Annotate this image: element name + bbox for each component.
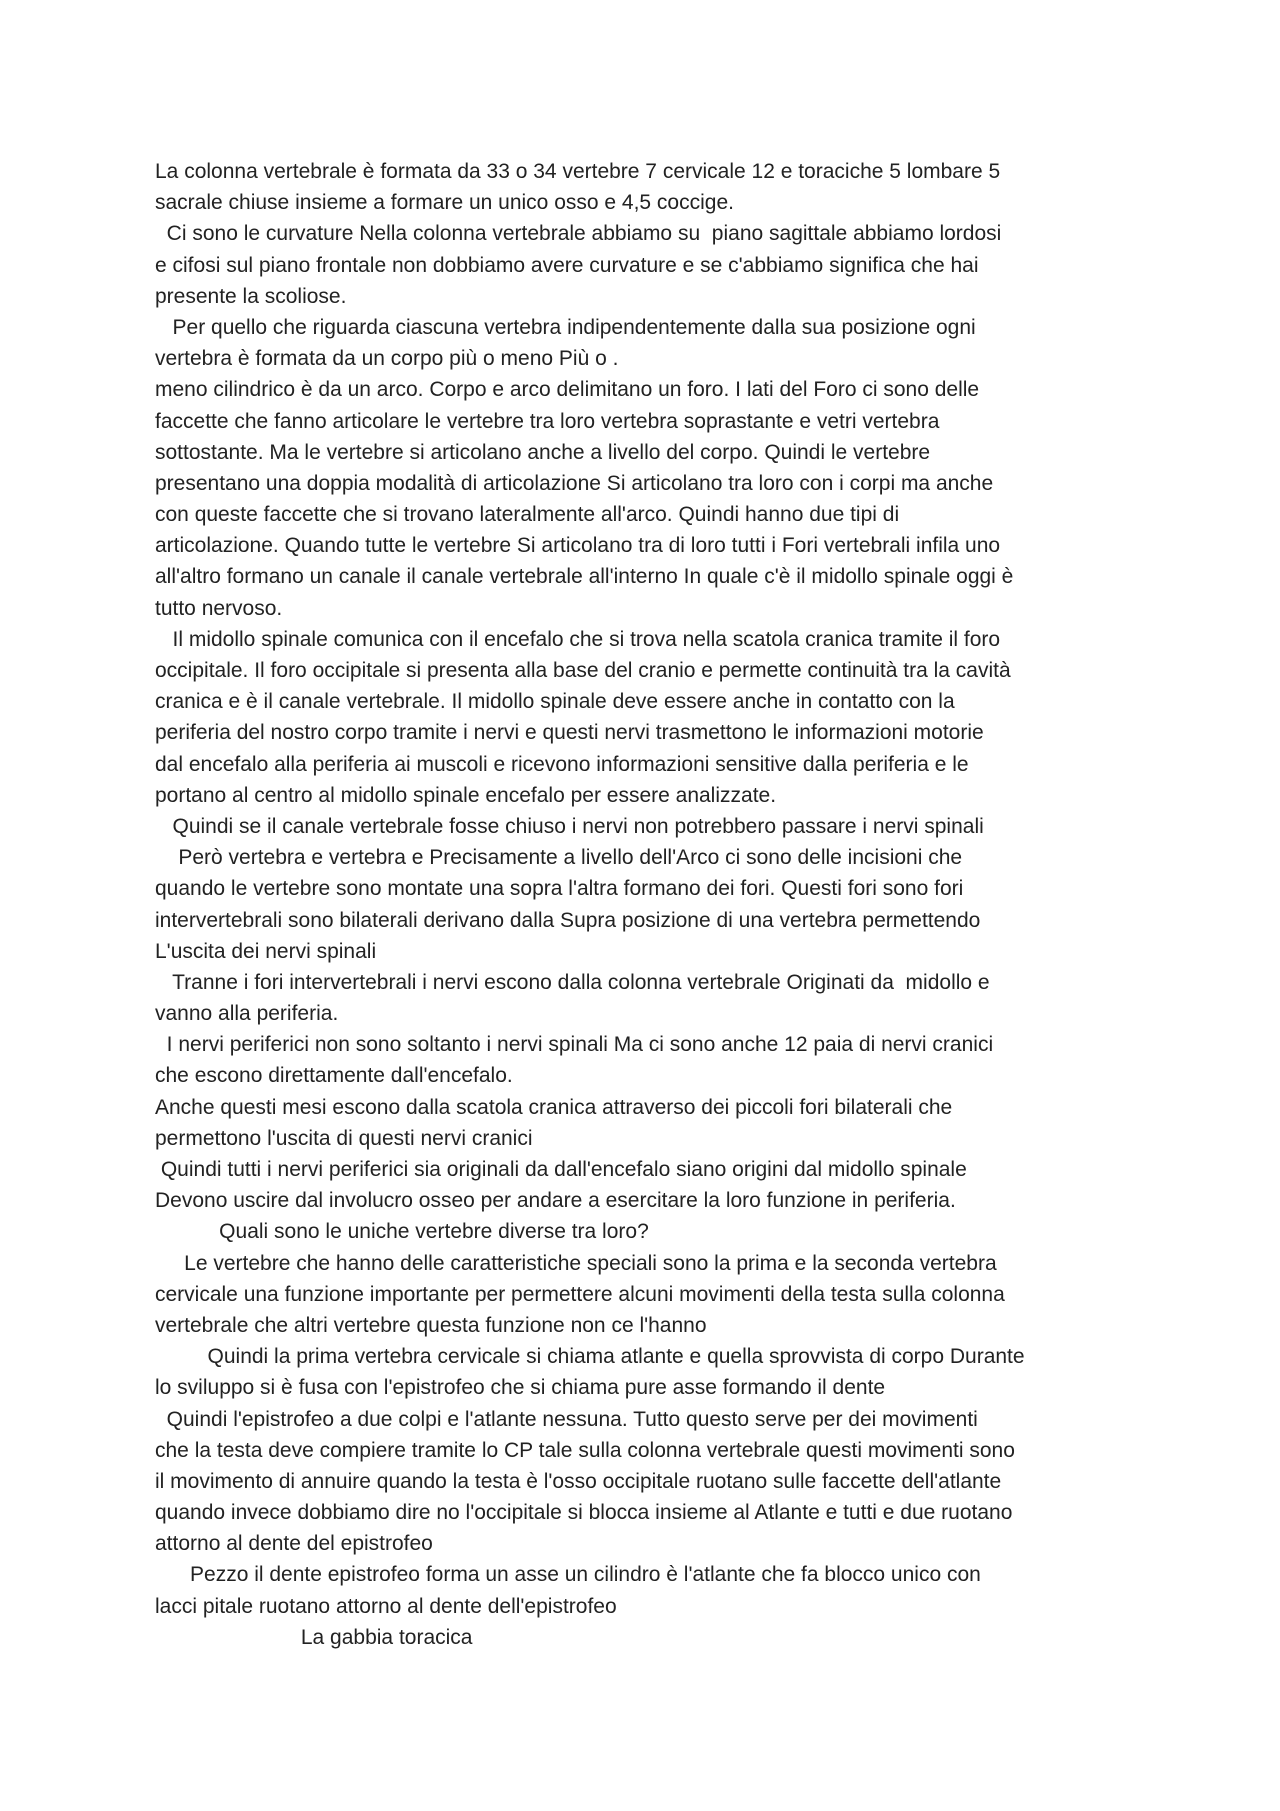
- text-line: quando le vertebre sono montate una sopra l'altra formano dei fori. Questi fori sono fori: [155, 877, 964, 901]
- text-line: Anche questi mesi escono dalla scatola cranica attraverso dei piccoli fori bilaterali che: [155, 1095, 953, 1119]
- text-line: che la testa deve compiere tramite lo CP tale sulla colonna vertebrale questi movimenti sono: [155, 1438, 1015, 1462]
- text-line: Pezzo il dente epistrofeo forma un asse un cilindro è l'atlante che fa blocco unico con: [155, 1563, 981, 1587]
- text-line: Quindi la prima vertebra cervicale si chiama atlante e quella sprovvista di corpo Durante: [155, 1345, 1025, 1369]
- text-line: Quindi tutti i nervi periferici sia originali da dall'encefalo siano origini dal midollo spinale: [155, 1158, 967, 1181]
- text-line: Però vertebra e vertebra e Precisamente a livello dell'Arco ci sono delle incisioni che: [155, 846, 963, 870]
- text-line: lo sviluppo si è fusa con l'epistrofeo che si chiama pure asse formando il dente: [155, 1376, 886, 1400]
- text-line: I nervi periferici non sono soltanto i nervi spinali Ma ci sono anche 12 paia di nervi cranici: [155, 1033, 994, 1057]
- text-line: occipitale. Il foro occipitale si presenta alla base del cranio e permette continuità tra la cavità: [155, 659, 1011, 682]
- text-line: cervicale una funzione importante per permettere alcuni movimenti della testa sulla colonna: [155, 1282, 1005, 1306]
- text-line: intervertebrali sono bilaterali derivano dalla Supra posizione di una vertebra permettendo: [155, 908, 981, 932]
- text-line: attorno al dente del epistrofeo: [155, 1532, 433, 1556]
- text-line: Per quello che riguarda ciascuna vertebra indipendentemente dalla sua posizione ogni: [155, 315, 976, 339]
- text-line: tutto nervoso.: [155, 596, 283, 620]
- text-line: all'altro formano un canale il canale vertebrale all'interno In quale c'è il midollo spinale oggi è: [155, 565, 1014, 589]
- text-line: sacrale chiuse insieme a formare un unico osso e 4,5 coccige.: [155, 191, 734, 215]
- text-line: periferia del nostro corpo tramite i nervi e questi nervi trasmettono le informazioni motorie: [155, 721, 984, 745]
- text-line: con queste faccette che si trovano lateralmente all'arco. Quindi hanno due tipi di: [155, 503, 900, 527]
- text-line: vertebrale che altri vertebre questa funzione non ce l'hanno: [155, 1313, 707, 1337]
- text-line: Devono uscire dal involucro osseo per andare a esercitare la loro funzione in periferia.: [155, 1189, 956, 1213]
- text-line: La colonna vertebrale è formata da 33 o 34 vertebre 7 cervicale 12 e toraciche 5 lombare 5: [155, 160, 1001, 183]
- text-line: presente la scoliose.: [155, 284, 347, 308]
- text-line: Quindi l'epistrofeo a due colpi e l'atlante nessuna. Tutto questo serve per dei movimenti: [155, 1407, 978, 1431]
- text-line: Ci sono le curvature Nella colonna vertebrale abbiamo su piano sagittale abbiamo lordosi: [155, 222, 1002, 246]
- text-line: Le vertebre che hanno delle caratteristiche speciali sono la prima e la seconda vertebra: [155, 1251, 997, 1275]
- text-line: presentano una doppia modalità di articolazione Si articolano tra loro con i corpi ma anche: [155, 471, 994, 495]
- text-line: permettono l'uscita di questi nervi cranici: [155, 1126, 533, 1150]
- text-line: quando invece dobbiamo dire no l'occipitale si blocca insieme al Atlante e tutti e due ruotano: [155, 1501, 1013, 1525]
- document-body: [155, 156, 1155, 1653]
- text-line: sottostante. Ma le vertebre si articolano anche a livello del corpo. Quindi le vertebre: [155, 440, 931, 464]
- text-line: meno cilindrico è da un arco. Corpo e arco delimitano un foro. I lati del Foro ci sono delle: [155, 378, 980, 402]
- text-line: vanno alla periferia.: [155, 1002, 339, 1026]
- text-line: e cifosi sul piano frontale non dobbiamo avere curvature e se c'abbiamo significa che hai: [155, 253, 979, 277]
- text-line: che escono direttamente dall'encefalo.: [155, 1064, 513, 1088]
- text-line: dal encefalo alla periferia ai muscoli e ricevono informazioni sensitive dalla periferia e le: [155, 752, 969, 776]
- text-line: Quindi se il canale vertebrale fosse chiuso i nervi non potrebbero passare i nervi spinali: [155, 814, 984, 838]
- section-question: Quali sono le uniche vertebre diverse tra loro?: [155, 1220, 649, 1244]
- text-line: Il midollo spinale comunica con il encefalo che si trova nella scatola cranica tramite il foro: [155, 627, 1001, 651]
- text-line: portano al centro al midollo spinale encefalo per essere analizzate.: [155, 783, 777, 807]
- text-line: Tranne i fori intervertebrali i nervi escono dalla colonna vertebrale Originati da midollo e: [155, 970, 990, 994]
- section-heading: La gabbia toracica: [155, 1625, 473, 1649]
- text-line: il movimento di annuire quando la testa è l'osso occipitale ruotano sulle faccette dell'atlante: [155, 1469, 1002, 1493]
- text-line: vertebra è formata da un corpo più o meno Più o .: [155, 347, 619, 371]
- text-line: lacci pitale ruotano attorno al dente dell'epistrofeo: [155, 1594, 617, 1618]
- text-line: articolazione. Quando tutte le vertebre Si articolano tra di loro tutti i Fori vertebrali infila uno: [155, 534, 1001, 558]
- text-line: cranica e è il canale vertebrale. Il midollo spinale deve essere anche in contatto con la: [155, 690, 955, 714]
- text-line: faccette che fanno articolare le vertebre tra loro vertebra soprastante e vetri vertebra: [155, 409, 940, 433]
- text-line: L'uscita dei nervi spinali: [155, 939, 377, 963]
